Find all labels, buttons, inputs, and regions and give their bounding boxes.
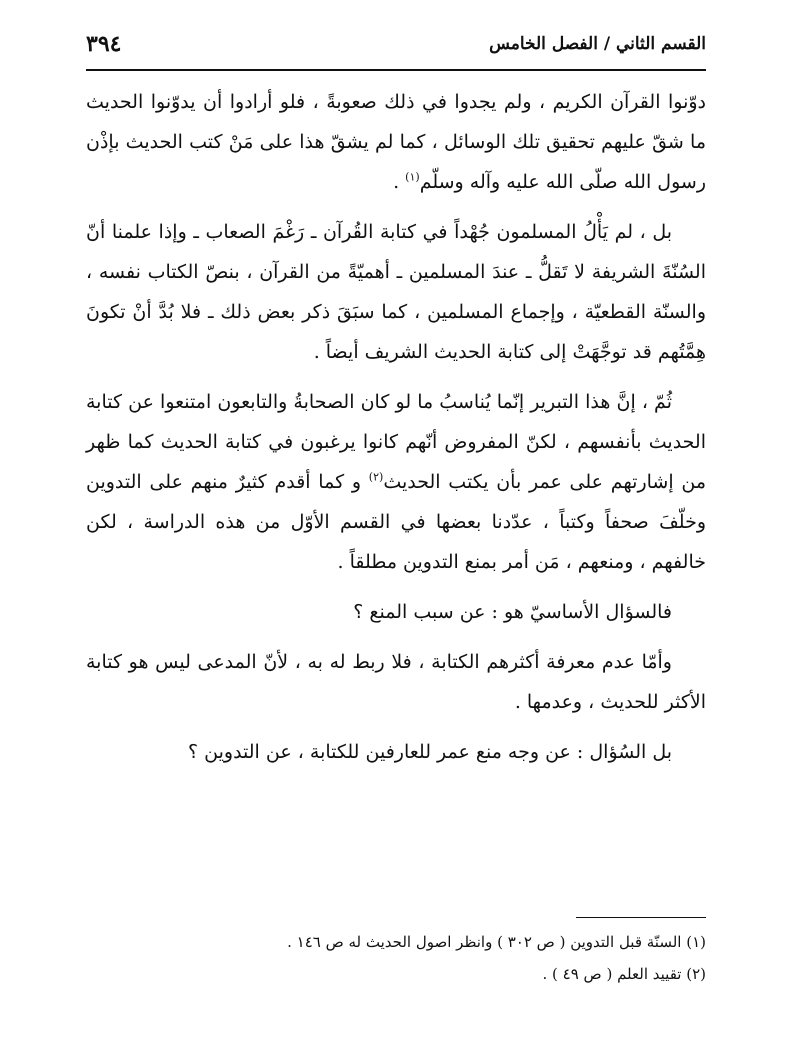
paragraph-text: بل ، لم يَأْلُ المسلمون جُهْداً في كتابة القُرآن ـ رَغْمَ الصعاب ـ وإذا علمنا أنّ السُنّةَ الشريفة لا تَقلُّ ـ عندَ المسلمين ـ أهميّةً من القرآن ، بنصّ الكتاب نفسه ، والسنّة القطعيّة ، وإجماع المسلمين ، كما سبَقَ ذكر بعض ذلك ـ فلا بُدَّ أنْ تكونَ هِمَّتُهم قد توجَّهَتْ إلى كتابة الحديث الشريف أيضاً . — [86, 221, 706, 363]
page-number: ٣٩٤ — [86, 31, 122, 57]
paragraph-1 — [86, 82, 706, 202]
paragraph-tail: و كما أقدم كثيرٌ منهم على التدوين وخلّفَ صحفاً وكتباً ، عدّدنا بعضها في القسم الأوّل من هذه الدراسة ، لكن خالفهم ، ومنعهم ، مَن أمر بمنع التدوين مطلقاً . — [86, 471, 706, 573]
paragraph-text: وأمّا عدم معرفة أكثرهم الكتابة ، فلا ربط له به ، لأنّ المدعى ليس هو كتابة الأكثر للحديث ، وعدمها . — [86, 651, 706, 713]
header-divider — [86, 69, 706, 71]
footnote-divider — [576, 917, 706, 918]
paragraph-6 — [86, 732, 706, 772]
paragraph-text: دوّنوا القرآن الكريم ، ولم يجدوا في ذلك صعوبةً ، فلو أرادوا أن يدوّنوا الحديث ما شقّ عليهم تحقيق تلك الوسائل ، كما لم يشقّ هذا على مَنْ كتب الحديث بإذْن رسول الله صلّى الله عليه وآله وسلّم — [86, 91, 706, 193]
paragraph-2 — [86, 212, 706, 372]
paragraph-5 — [86, 642, 706, 722]
footnote-marker-2: (٢) — [368, 470, 384, 484]
footnote-1: (١) السنّة قبل التدوين ( ص ٣٠٢ ) وانظر اصول الحديث له ص ١٤٦ . — [287, 933, 706, 951]
paragraph-3 — [86, 382, 706, 582]
footnote-marker-1: (١) — [405, 170, 420, 184]
footnote-2: (٢) تقييد العلم ( ص ٤٩ ) . — [542, 965, 706, 983]
body-text — [86, 82, 706, 782]
paragraph-text: بل السُؤال : عن وجه منع عمر للعارفين للكتابة ، عن التدوين ؟ — [188, 741, 672, 763]
footnotes — [86, 926, 706, 990]
paragraph-text: ثُمّ ، إنَّ هذا التبرير إنّما يُناسبُ ما لو كان الصحابةُ والتابعون امتنعوا عن كتابة الحديث بأنفسهم ، لكنّ المفروض أنّهم كانوا يرغبون في كتابة الحديث كما ظهر من إشارتهم على عمر بأن يكتب الحديث — [86, 391, 707, 493]
running-header — [86, 24, 706, 64]
paragraph-tail: . — [393, 171, 406, 193]
running-header-title: القسم الثاني / الفصل الخامس — [489, 34, 706, 54]
paragraph-4 — [86, 592, 706, 632]
paragraph-text: فالسؤال الأساسيّ هو : عن سبب المنع ؟ — [353, 601, 672, 623]
